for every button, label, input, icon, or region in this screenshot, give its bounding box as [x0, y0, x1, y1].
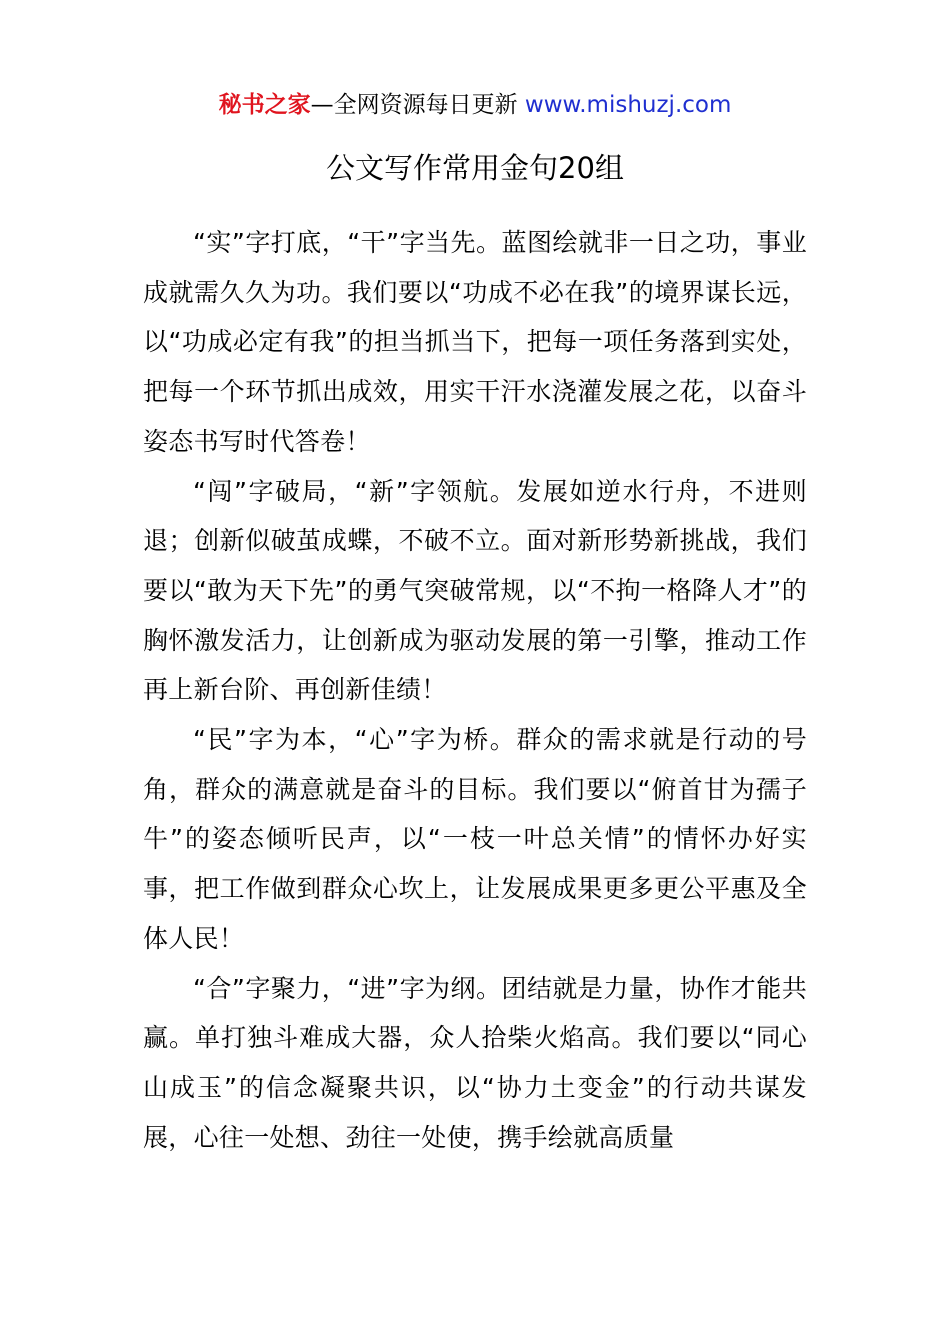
site-url: www.mishuzj.com: [524, 92, 732, 118]
site-brand: 秘书之家: [218, 92, 311, 118]
site-header: [0, 88, 950, 122]
document-body: [143, 218, 807, 1162]
paragraph-1: “实”字打底，“干”字当先。蓝图绘就非一日之功，事业成就需久久为功。我们要以“功成不必在我”的境界谋长远，以“功成必定有我”的担当抓当下，把每一项任务落到实处，把每一个环节抓出成效，用实干汗水浇灌发展之花，以奋斗姿态书写时代答卷！: [143, 228, 807, 456]
paragraph-2: “闯”字破局，“新”字领航。发展如逆水行舟，不进则退；创新似破茧成蝶，不破不立。面对新形势新挑战，我们要以“敢为天下先”的勇气突破常规，以“不拘一格降人才”的胸怀激发活力，让创新成为驱动发展的第一引擎，推动工作再上新台阶、再创新佳绩！: [143, 476, 807, 705]
paragraph-3: “民”字为本，“心”字为桥。群众的需求就是行动的号角，群众的满意就是奋斗的目标。我们要以“俯首甘为孺子牛”的姿态倾听民声，以“一枝一叶总关情”的情怀办好实事，把工作做到群众心坎上，让发展成果更多更公平惠及全体人民！: [143, 725, 807, 953]
site-tagline: —全网资源每日更新: [310, 92, 525, 118]
page-title: 公文写作常用金句20组: [326, 151, 624, 185]
paragraph-4: “合”字聚力，“进”字为纲。团结就是力量，协作才能共赢。单打独斗难成大器，众人拾柴火焰高。我们要以“同心山成玉”的信念凝聚共识，以“协力土变金”的行动共谋发展，心往一处想、劲往一处使，携手绘就高质量: [143, 973, 807, 1152]
